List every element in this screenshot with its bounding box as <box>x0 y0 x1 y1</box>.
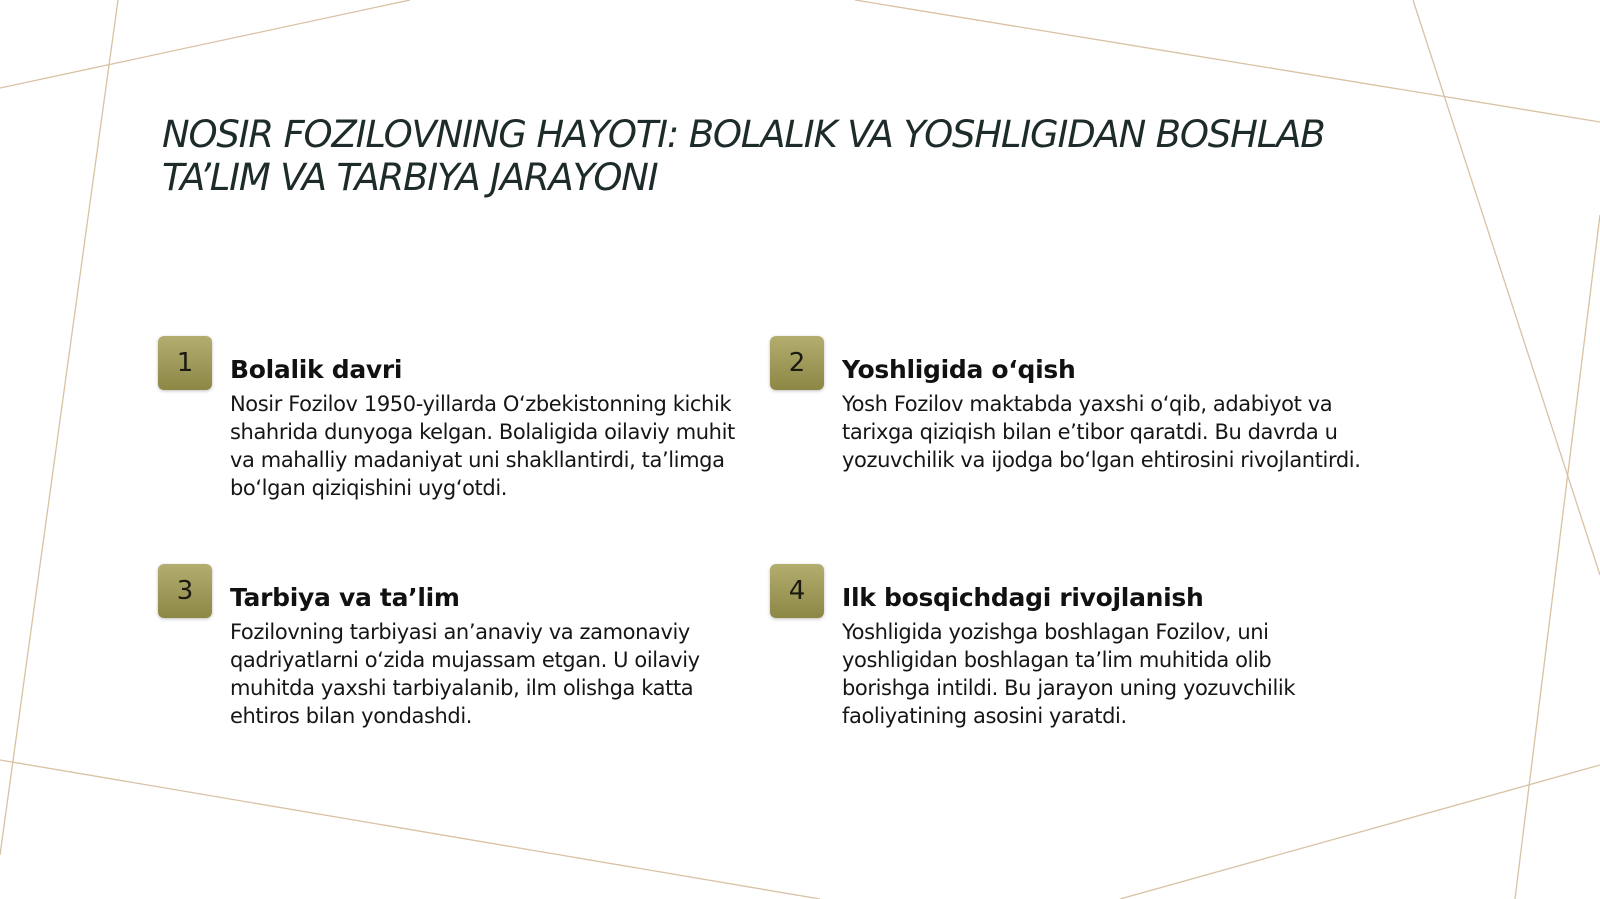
item-heading: Ilk bosqichdagi rivojlanish <box>842 583 1204 612</box>
number-badge <box>770 336 824 390</box>
item-description: Fozilovning tarbiyasi an’anaviy va zamonaviy qadriyatlarni o‘zida mujassam etgan. U oilaviy muhitda yaxshi tarbiyalanib, ilm olishga katta ehtiros bilan yondashdi. <box>230 620 700 728</box>
item-description: Nosir Fozilov 1950-yillarda O‘zbekistonning kichik shahrida dunyoga kelgan. Bolaligida oilaviy muhit va mahalliy madaniyat uni shakllantirdi, ta’limga bo‘lgan qiziqishini uyg‘otdi. <box>230 392 735 500</box>
badge-number: 2 <box>788 348 806 378</box>
badge-number: 1 <box>176 348 194 378</box>
item-description: Yoshligida yozishga boshlagan Fozilov, uni yoshligidan boshlagan ta’lim muhitida olib borishga intildi. Bu jarayon uning yozuvchilik faoliyatining asosini yaratdi. <box>842 620 1296 728</box>
item-heading: Yoshligida o‘qish <box>842 355 1076 384</box>
badge-number: 3 <box>176 576 194 606</box>
item-heading: Bolalik davri <box>230 355 403 384</box>
slide-title: NOSIR FOZILOVNING HAYOTI: BOLALIK VA YOSHLIGIDAN BOSHLAB TA’LIM VA TARBIYA JARAYONI <box>162 113 1325 199</box>
number-badge <box>770 564 824 618</box>
item-description: Yosh Fozilov maktabda yaxshi o‘qib, adabiyot va tarixga qiziqish bilan e’tibor qaratdi. Bu davrda u yozuvchilik va ijodga bo‘lgan ehtirosini rivojlantirdi. <box>842 392 1361 472</box>
number-badge <box>158 336 212 390</box>
badge-number: 4 <box>788 576 806 606</box>
number-badge <box>158 564 212 618</box>
item-heading: Tarbiya va ta’lim <box>230 583 460 612</box>
